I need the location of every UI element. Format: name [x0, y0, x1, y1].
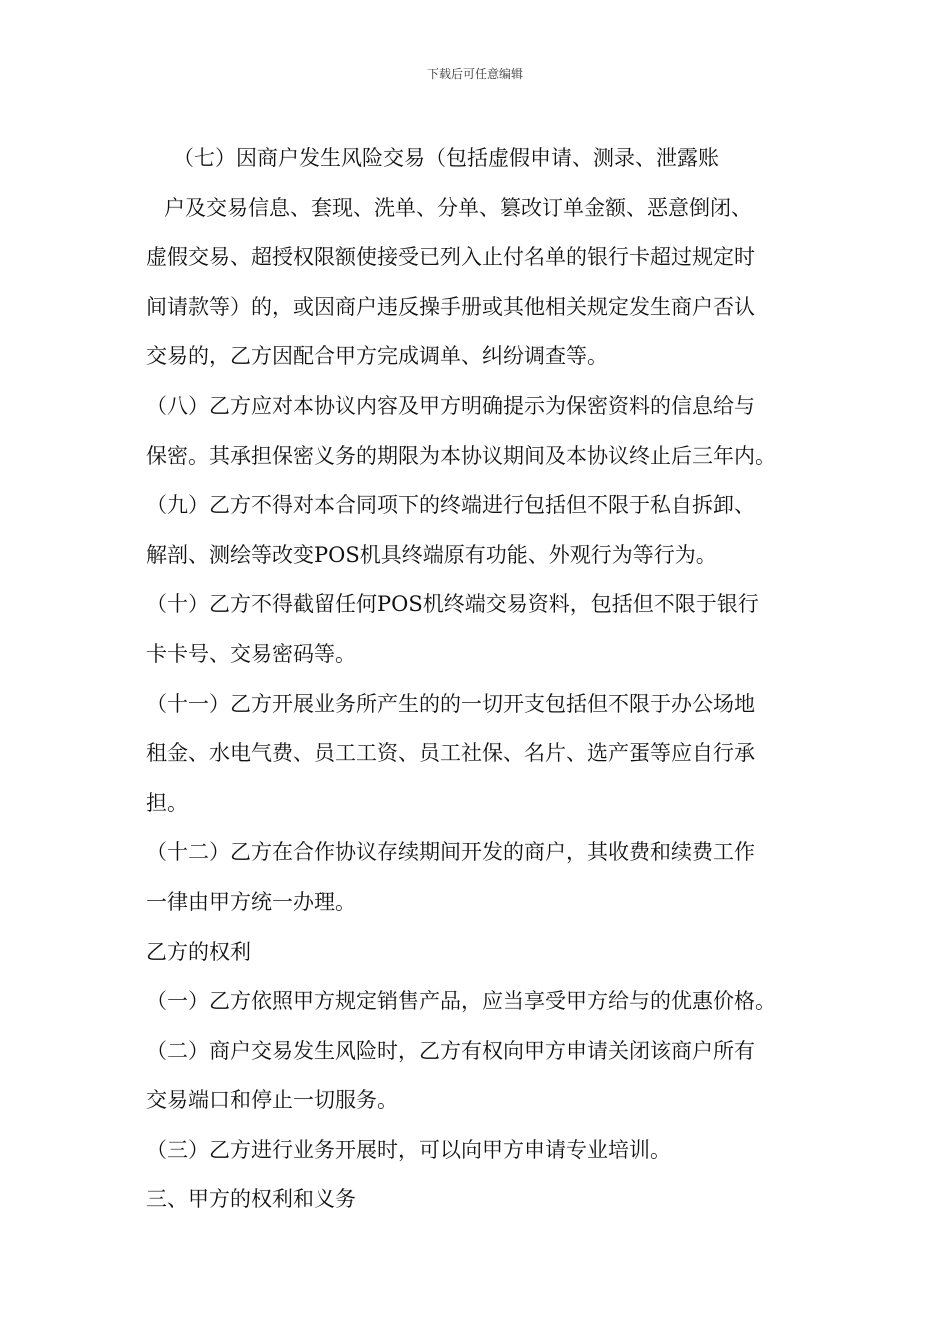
- right-3-line-1: （三）乙方进行业务开展时，可以向甲方申请专业培训。: [146, 1137, 671, 1162]
- clause-7-line-2: 户及交易信息、套现、洗单、分单、篡改订单金额、恶意倒闭、: [164, 195, 752, 220]
- clause-7-line-5: 交易的，乙方因配合甲方完成调单、纠纷调查等。: [146, 344, 608, 369]
- clause-10-line-1: （十）乙方不得截留任何POS机终端交易资料，包括但不限于银行: [146, 592, 759, 617]
- section-heading-party-a: 三、甲方的权利和义务: [146, 1187, 356, 1212]
- clause-11-line-1: （十一）乙方开展业务所产生的的一切开支包括但不限于办公场地: [146, 691, 755, 716]
- right-2-line-1: （二）商户交易发生风险时，乙方有权向甲方申请关闭该商户所有: [146, 1038, 755, 1063]
- right-1-line-1: （一）乙方依照甲方规定销售产品，应当享受甲方给与的优惠价格。: [146, 989, 776, 1014]
- clause-11-line-3: 担。: [146, 790, 188, 815]
- clause-7-line-1: （七）因商户发生风险交易（包括虚假申请、测录、泄露账: [173, 146, 719, 170]
- clause-9-line-2: 解剖、测绘等改变POS机具终端原有功能、外观行为等行为。: [146, 542, 717, 567]
- clause-8-line-1: （八）乙方应对本协议内容及甲方明确提示为保密资料的信息给与: [146, 393, 755, 418]
- clause-12-line-1: （十二）乙方在合作协议存续期间开发的商户，其收费和续费工作: [146, 840, 755, 865]
- clause-7-line-4: 间请款等）的，或因商户违反操手册或其他相关规定发生商户否认: [146, 294, 755, 319]
- clause-11-line-2: 租金、水电气费、员工工资、员工社保、名片、选产蛋等应自行承: [146, 741, 755, 766]
- clause-12-line-2: 一律由甲方统一办理。: [146, 889, 356, 914]
- right-2-line-2: 交易端口和停止一切服务。: [146, 1088, 398, 1113]
- section-heading-party-b-rights: 乙方的权利: [146, 939, 251, 964]
- document-body: [146, 134, 816, 1225]
- clause-8-line-2: 保密。其承担保密义务的期限为本协议期间及本协议终止后三年内。: [146, 443, 776, 468]
- clause-9-line-1: （九）乙方不得对本合同项下的终端进行包括但不限于私自拆卸、: [146, 493, 755, 518]
- page-header: 下载后可任意编辑: [426, 67, 523, 81]
- clause-10-line-2: 卡卡号、交易密码等。: [146, 641, 356, 666]
- clause-7-line-3: 虚假交易、超授权限额使接受已列入止付名单的银行卡超过规定时: [146, 245, 755, 270]
